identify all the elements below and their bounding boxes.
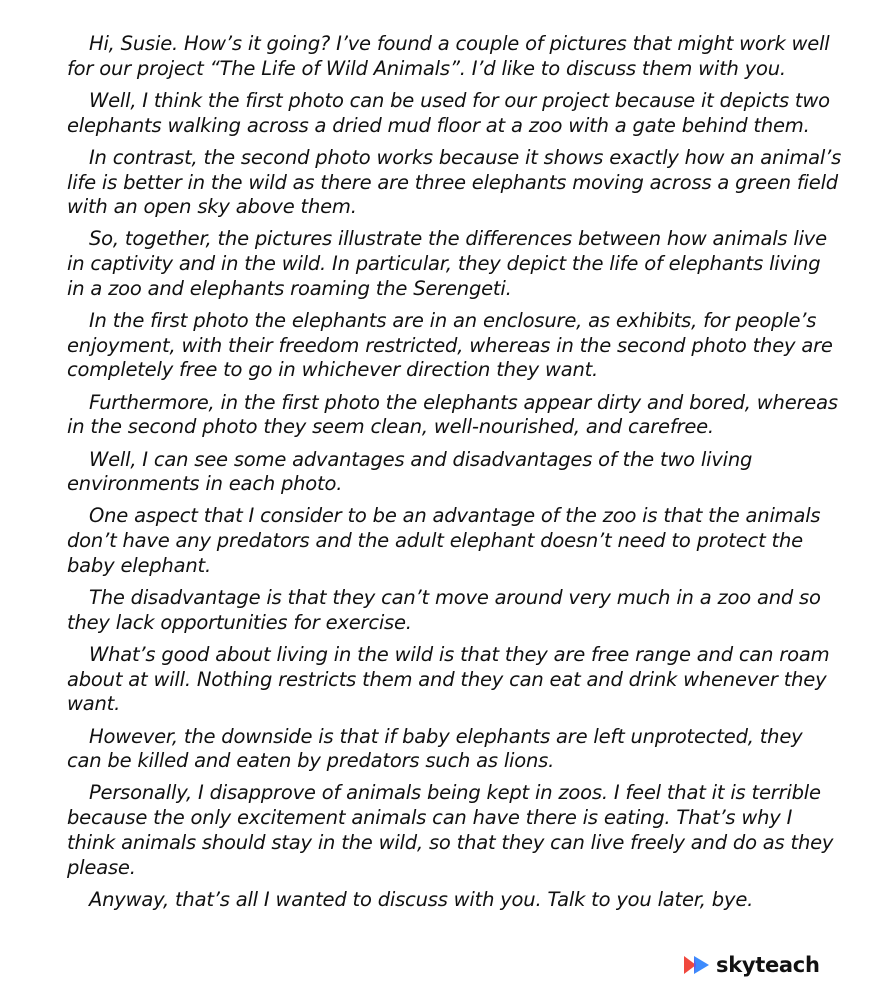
paragraph-8: One aspect that I consider to be an advantage of the zoo is that the animals don’t have any predators and the adult elephant doesn’t need to protect the baby elephant. <box>67 504 821 577</box>
paragraph-4: So, together, the pictures illustrate the differences between how animals live in captivity and in the wild. In particular, they depict the life of elephants living in a zoo and elephants roaming the Serengeti. <box>67 227 827 300</box>
paragraph-12: Personally, I disapprove of animals being kept in zoos. I feel that it is terrible because the only excitement animals can have there is eating. That’s why I think animals should stay in the wild, so that they can live freely and do as they please. <box>67 781 834 879</box>
monologue-text <box>67 32 842 920</box>
paragraph-6: Furthermore, in the first photo the elephants appear dirty and bored, whereas in the second photo they seem clean, well-nourished, and carefree. <box>67 390 838 439</box>
skyteach-brand <box>683 952 820 978</box>
paragraph-9: The disadvantage is that they can’t move around very much in a zoo and so they lack opportunities for exercise. <box>67 586 821 634</box>
brand-name: skyteach <box>716 953 820 977</box>
paragraph-3: In contrast, the second photo works because it shows exactly how an animal’s life is better in the wild as there are three elephants moving across a green field with an open sky above them. <box>67 145 842 219</box>
paragraph-7: Well, I can see some advantages and disadvantages of the two living environments in each photo. <box>67 447 753 496</box>
paragraph-5: In the first photo the elephants are in an enclosure, as exhibits, for people’s enjoyment, with their freedom restricted, whereas in the second photo they are completely free to go in whichever direction they want. <box>67 309 833 382</box>
paragraph-10: What’s good about living in the wild is that they are free range and can roam about at will. Nothing restricts them and they can eat and drink whenever they want. <box>67 642 830 716</box>
paragraph-2: Well, I think the first photo can be used for our project because it depicts two elephants walking across a dried mud floor at a zoo with a gate behind them. <box>67 88 830 137</box>
paragraph-11: However, the downside is that if baby elephants are left unprotected, they can be killed and eaten by predators such as lions. <box>67 724 803 773</box>
paragraph-1: Hi, Susie. How’s it going? I’ve found a couple of pictures that might work well for our project “The Life of Wild Animals”. I’d like to discuss them with you. <box>67 32 830 80</box>
skyteach-logo-icon <box>683 954 711 976</box>
paragraph-13: Anyway, that’s all I wanted to discuss with you. Talk to you later, bye. <box>89 887 754 911</box>
